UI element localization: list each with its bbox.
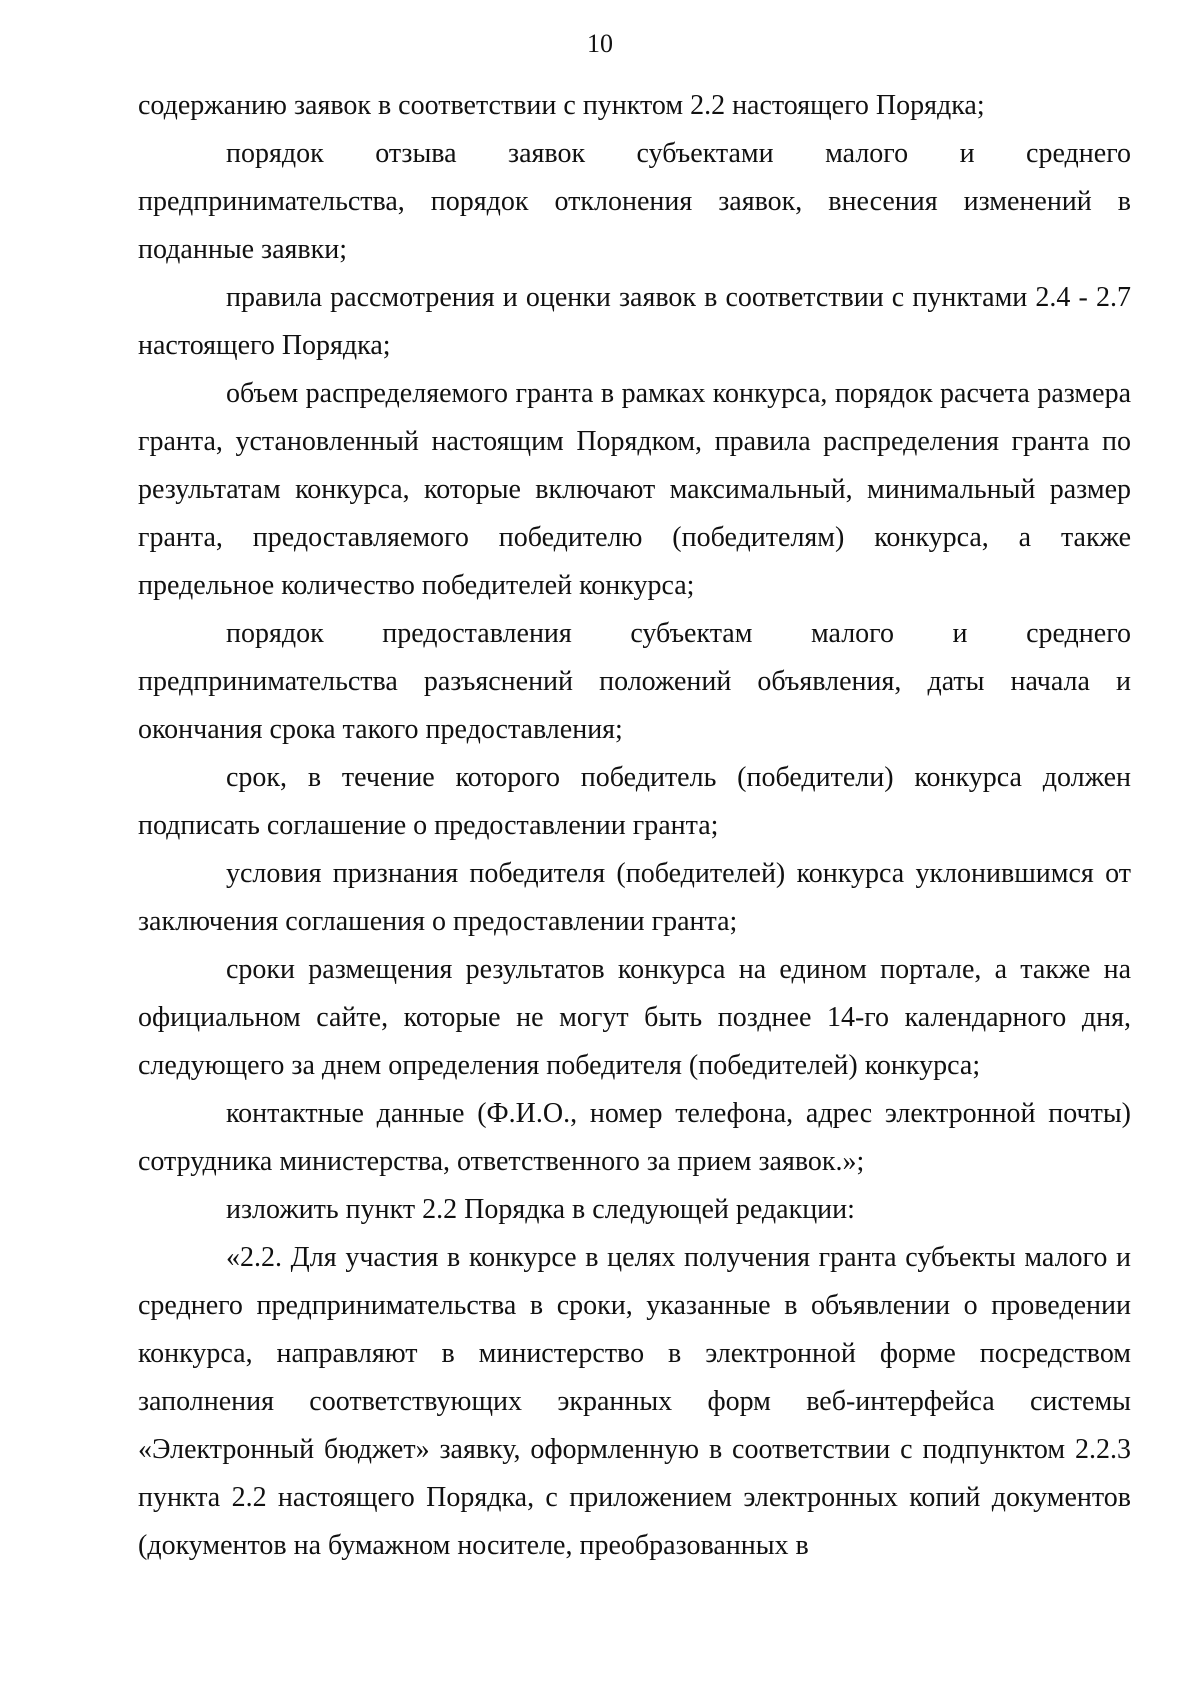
paragraph-clarifications: порядок предоставления субъектам малого и среднего предпринимательства разъяснений положений объявления, даты начала и окончания срока такого предоставления; xyxy=(138,618,1131,745)
paragraph-review-rules: правила рассмотрения и оценки заявок в соответствии с пунктами 2.4 - 2.7 настоящего Порядка; xyxy=(138,282,1131,361)
paragraph-results-publication: сроки размещения результатов конкурса на едином портале, а также на официальном сайте, которые не могут быть позднее 14-го календарного дня, следующего за днем определения победителя (победителей) конкурса; xyxy=(138,954,1131,1081)
page-number: 10 xyxy=(587,29,613,58)
paragraph-evasion-conditions: условия признания победителя (победителей) конкурса уклонившимся от заключения соглашения о предоставлении гранта; xyxy=(138,858,1131,937)
paragraph-continuation: содержанию заявок в соответствии с пунктом 2.2 настоящего Порядка; xyxy=(138,90,985,121)
paragraph-signing-deadline: срок, в течение которого победитель (победители) конкурса должен подписать соглашение о предоставлении гранта; xyxy=(138,762,1131,841)
paragraph-clause-2-2: «2.2. Для участия в конкурсе в целях получения гранта субъекты малого и среднего предпринимательства в сроки, указанные в объявлении о проведении конкурса, направляют в министерство в электронной форме посредством заполнения соответствующих экранных форм веб-интерфейса системы «Электронный бюджет» заявку, оформленную в соответствии с подпунктом 2.2.3 пункта 2.2 настоящего Порядка, с приложением электронных копий документов (документов на бумажном носителе, преобразованных в xyxy=(138,1242,1131,1561)
paragraph-amendment-instruction: изложить пункт 2.2 Порядка в следующей редакции: xyxy=(226,1194,855,1225)
paragraph-contact-details: контактные данные (Ф.И.О., номер телефона, адрес электронной почты) сотрудника министерства, ответственного за прием заявок.»; xyxy=(138,1098,1131,1177)
document-body xyxy=(138,82,1131,1570)
paragraph-grant-volume: объем распределяемого гранта в рамках конкурса, порядок расчета размера гранта, установленный настоящим Порядком, правила распределения гранта по результатам конкурса, которые включают максимальный, минимальный размер гранта, предоставляемого победителю (победителям) конкурса, а также предельное количество победителей конкурса; xyxy=(138,378,1131,601)
paragraph-withdrawal-procedure: порядок отзыва заявок субъектами малого и среднего предпринимательства, порядок отклонения заявок, внесения изменений в поданные заявки; xyxy=(138,138,1131,265)
